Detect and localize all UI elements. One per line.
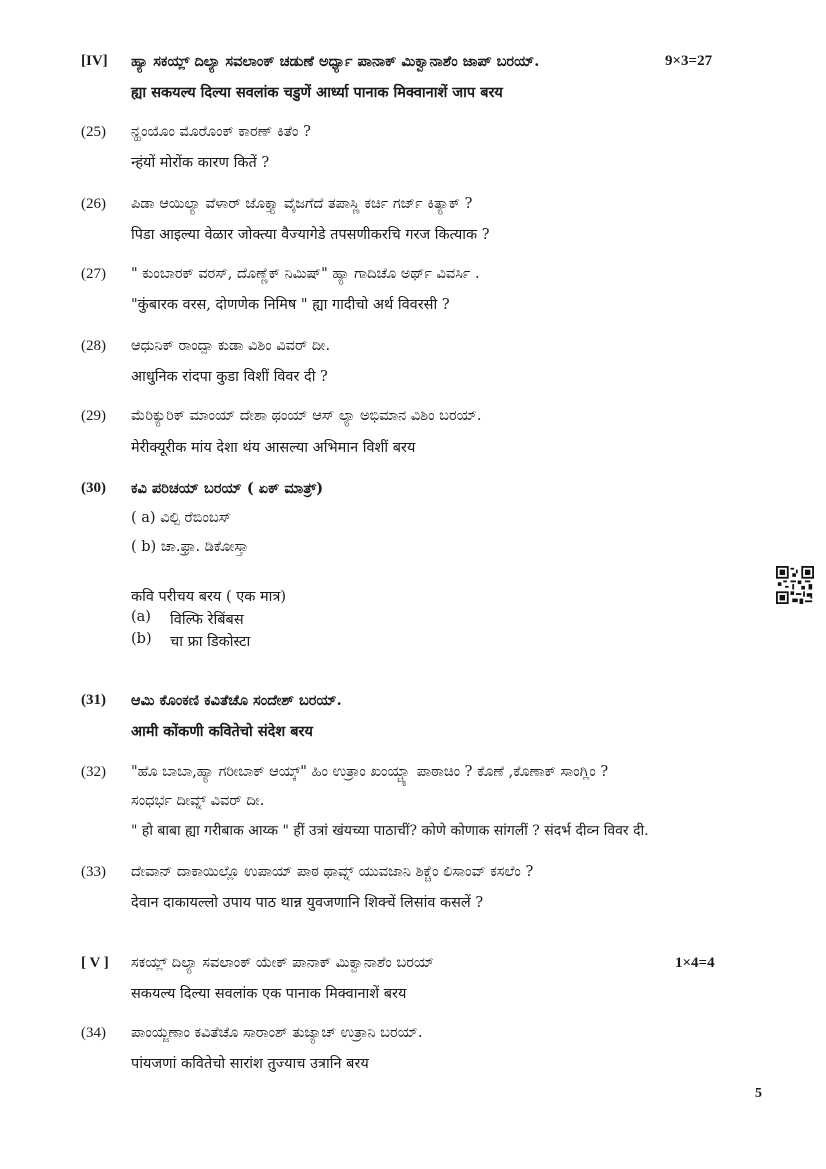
question-number: (28) [81,338,106,354]
question-text-kannada: "ಹೊ ಬಾಬಾ,ಹ್ಯಾ ಗರೀಬಾಕ್ ಆಯ್ಕ್" ಹಿಂ ಉತ್ರಾಂ ಖಂಯ್ಚ್ಯಾ ಪಾಠಾಚಿಂ ? ಕೊಣೆ ,ಕೊಣಾಕ್ ಸಾಂಗ್ಲಿಂ ? [131,764,609,780]
question-text-devanagari: मेरीक्यूरीक मांय देशा थंय आसल्या अभिमान विशीं बरय [131,440,416,456]
question-text-kannada: " ಕುಂಬಾರಕ್ ವರಸ್, ದೊಣ್ಣೆಕ್ ನಿಮಿಷ್" ಹ್ಯಾ ಗಾದಿಚೊ ಅರ್ಥ್ ವಿವರ್ಸಿ . [131,266,480,282]
question-text-kannada: ಆಮಿ ಕೊಂಕಣಿ ಕವಿತೆಚೊ ಸಂದೇಶ್ ಬರಯ್. [131,692,342,709]
question-text-kannada-line2: ಸಂಧರ್ಭ ದೀವ್ನ್ ವಿವರ್ ದೀ. [131,793,265,809]
question-text-devanagari: पिडा आइल्या वेळार जोक्त्या वैज्यागेडे तपसणीकरचि गरज कित्याक ? [131,227,490,243]
question-text-devanagari: न्हंयों मोरोंक कारण कितें ? [131,155,270,171]
question-text-devanagari: " हो बाबा ह्या गरीबाक आय्क " हीं उत्रां खंयच्या पाठाचीं? कोणे कोणाक सांगलीं ? संदर्भ दीव्न विवर दी. [131,823,649,839]
section-v-title-devanagari: सकयल्य दिल्या सवलांक एक पानाक मिक्वानाशें बरय [131,986,407,1002]
question-number: (26) [81,196,106,212]
section-v-title-kannada: ಸಕಯ್ಲ್ ದಿಲ್ಯಾ ಸವಲಾಂಕ್ ಯೇಕ್ ಪಾನಾಕ್ ಮಿಕ್ವಾನಾಶೆಂ ಬರಯ್ [131,955,435,971]
option-b-devanagari: चा फ्रा डिकोस्टा [170,634,251,650]
qr-code-icon [776,566,814,604]
section-iv-title-kannada: ಹ್ಯಾ ಸಕಯ್ಲ್ ದಿಲ್ಯಾ ಸವಲಾಂಕ್ ಚಡುಣೆ ಅರ್ಧ್ಯಾ ಪಾನಾಕ್ ಮಿಕ್ವಾನಾಶೆಂ ಜಾಪ್ ಬರಯ್. [131,53,540,70]
option-a-devanagari: विल्फि रेबिंबस [170,612,244,628]
page-number: 5 [755,1086,762,1101]
question-text-devanagari: देवान दाकायल्लो उपाय पाठ थान्न युवजणानि शिक्चें लिसांव कसलें ? [131,895,484,911]
question-text-devanagari: आमी कोंकणी कवितेचो संदेश बरय [131,723,313,740]
question-number: (31) [81,692,106,708]
question-text-kannada: ಪಾಂಯ್ಜಣಾಂ ಕವಿತೆಚೊ ಸಾರಾಂಶ್ ತುಜ್ಯಾಚ್ ಉತ್ರಾನಿ ಬರಯ್. [131,1025,423,1041]
question-text-kannada: ನ್ಹಂಯೊಂ ಮೊರೊಂಕ್ ಕಾರಣ್ ಕಿತೆಂ ? [131,124,311,140]
section-v-marks: 1×4=4 [675,955,715,971]
question-number: (27) [81,266,106,282]
question-text-kannada: ಪಿಡಾ ಆಯಿಲ್ಯಾ ವೆಳಾರ್ ಜೊಕ್ತ್ಯಾ ವೈಜಗೆದೆ ತಪಾಸ್ಣಿ ಕರ್ಚಿ ಗರ್ಜ್ ಕಿತ್ಯಾಕ್ ? [131,196,473,212]
question-text-kannada: ಕವಿ ಪರಿಚಯ್ ಬರಯ್ ( ಏಕ್ ಮಾತ್ರ್) [131,480,324,497]
section-v-label: [ V ] [81,955,109,971]
question-number: (30) [81,480,106,496]
question-text-devanagari: "कुंबारक वरस, दोणणेक निमिष " ह्या गादीचो अर्थ विवरसी ? [131,297,450,313]
question-number: (34) [81,1025,106,1041]
option-a-kannada: ( a) ವಿಲ್ಪಿ ರೆಬಿಂಬಸ್ [131,510,232,526]
question-number: (25) [81,124,106,140]
question-number: (29) [81,408,106,424]
question-number: (33) [81,864,106,880]
question-number: (32) [81,764,106,780]
question-text-devanagari: कवि परीचय बरय ( एक मात्र) [131,589,287,605]
section-iv-marks: 9×3=27 [665,53,713,69]
question-text-kannada: ದೇವಾನ್ ದಾಕಾಯಿಲ್ಲೊ ಉಪಾಯ್ ಪಾಠ ಥಾವ್ನ್ ಯುವಜಾನಿ ಶಿಕ್ಚೆಂ ಲಿಸಾಂವ್ ಕಸಲೆಂ ? [131,864,534,880]
section-iv-label: [IV] [81,53,108,69]
option-b-label: (b) [131,631,152,647]
question-text-devanagari: पांयजणां कवितेचो सारांश तुज्याच उत्रानि बरय [131,1056,369,1072]
section-iv-title-devanagari: ह्या सकयल्य दिल्या सवलांक चडुणें आर्ध्या पानाक मिक्वानाशें जाप बरय [131,84,503,101]
option-b-kannada: ( b) ಚಾ.ಫ್ರಾ. ಡಿಕೋಸ್ತಾ [131,539,249,555]
question-text-devanagari: आधुनिक रांदपा कुडा विशीं विवर दी ? [131,369,328,385]
question-text-kannada: ಆಧುನಿಕ್ ರಾಂದ್ಪಾ ಕುಡಾ ವಿಶಿಂ ವಿವರ್ ದೀ. [131,338,331,354]
question-text-kannada: ಮೆರಿಕ್ಯುರಿಕ್ ಮಾಂಯ್ ದೇಶಾ ಥಂಯ್ ಆಸ್ ಲ್ಯಾ ಅಭಿಮಾನ ವಿಶಿಂ ಬರಯ್. [131,408,482,424]
option-a-label: (a) [131,609,151,625]
